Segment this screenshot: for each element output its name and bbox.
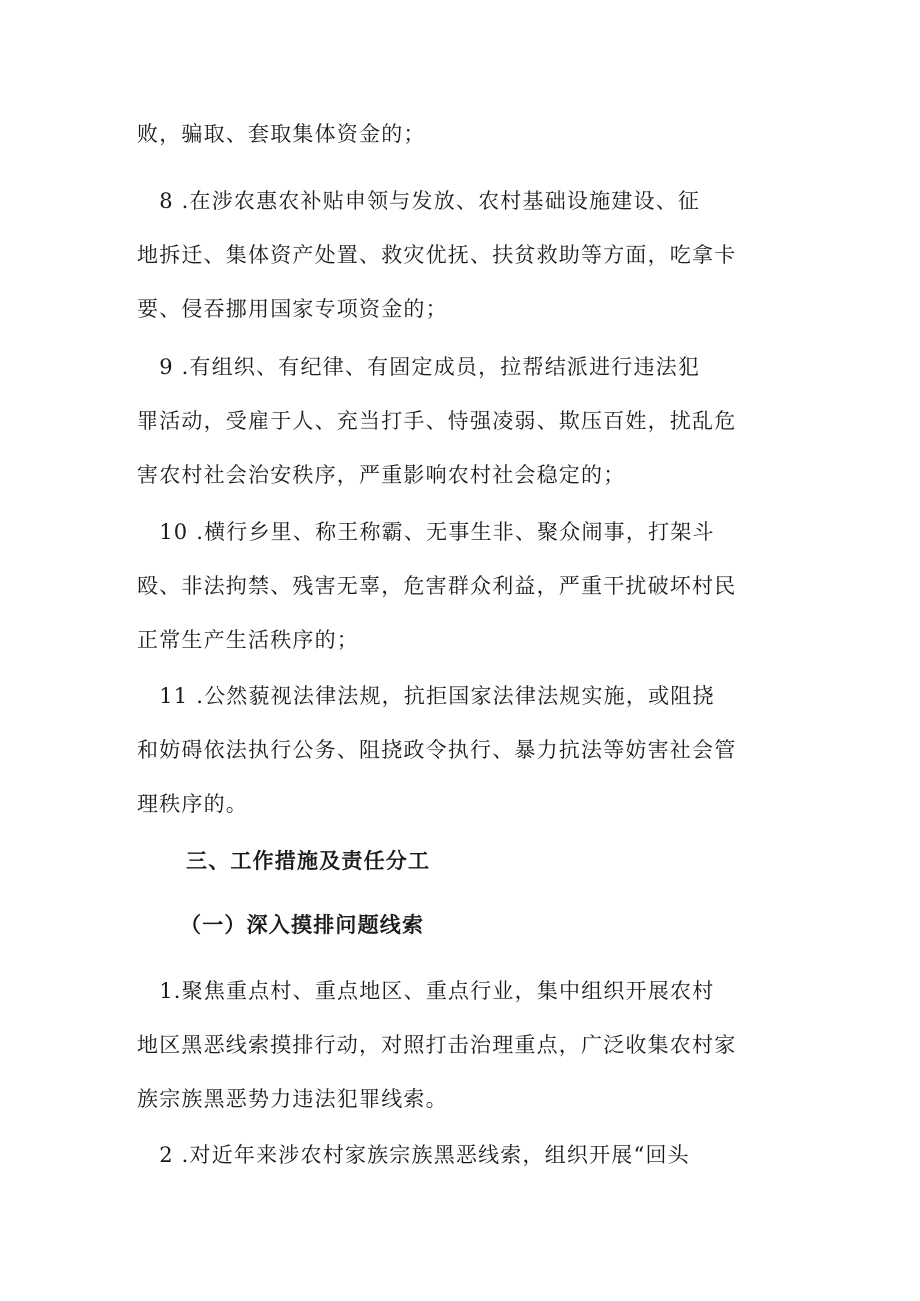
text-line: 和妨碍依法执行公务、阻挠政令执行、暴力抗法等妨害社会管 [137, 738, 737, 762]
text-line: 殴、非法拘禁、残害无辜，危害群众利益，严重干扰破坏村民 [137, 574, 737, 598]
paragraph-measure-2 [137, 1128, 767, 1182]
text-line: 8 .在涉农惠农补贴申领与发放、农村基础设施建设、征 [137, 189, 701, 213]
section-heading: 三、工作措施及责任分工 [186, 849, 431, 873]
paragraph-item-9 [137, 340, 767, 502]
text-line: 1.聚焦重点村、重点地区、重点行业，集中组织开展农村 [137, 979, 715, 1003]
paragraph-measure-1 [137, 964, 767, 1126]
text-line: 10 .横行乡里、称王称霸、无事生非、聚众闹事，打架斗 [137, 520, 715, 544]
text-line: 害农村社会治安秩序，严重影响农村社会稳定的； [137, 463, 626, 487]
text-line: 正常生产生活秩序的； [137, 628, 359, 652]
text-line: 罪活动，受雇于人、充当打手、恃强凌弱、欺压百姓，扰乱危 [137, 409, 737, 433]
text-line: 理秩序的。 [137, 792, 248, 816]
text-line: 9 .有组织、有纪律、有固定成员，拉帮结派进行违法犯 [137, 355, 701, 379]
subsection-heading: （一）深入摸排问题线索 [180, 912, 425, 937]
text-line: 地区黑恶线索摸排行动，对照打击治理重点，广泛收集农村家 [137, 1033, 737, 1057]
paragraph-item-10 [137, 505, 767, 667]
text-line: 2 .对近年来涉农村家族宗族黑恶线索，组织开展“回头 [137, 1143, 690, 1167]
paragraph-item-8 [137, 174, 767, 336]
text-line: 族宗族黑恶势力违法犯罪线索。 [137, 1087, 448, 1111]
text-line: 要、侵吞挪用国家专项资金的； [137, 297, 448, 321]
text-line: 地拆迁、集体资产处置、救灾优抚、扶贫救助等方面，吃拿卡 [137, 243, 737, 267]
paragraph-continuation [137, 107, 767, 161]
text-line: 败，骗取、套取集体资金的； [137, 122, 426, 146]
text-line: 11 .公然藐视法律法规，抗拒国家法律法规实施，或阻挠 [137, 684, 715, 708]
paragraph-item-11 [137, 669, 767, 831]
